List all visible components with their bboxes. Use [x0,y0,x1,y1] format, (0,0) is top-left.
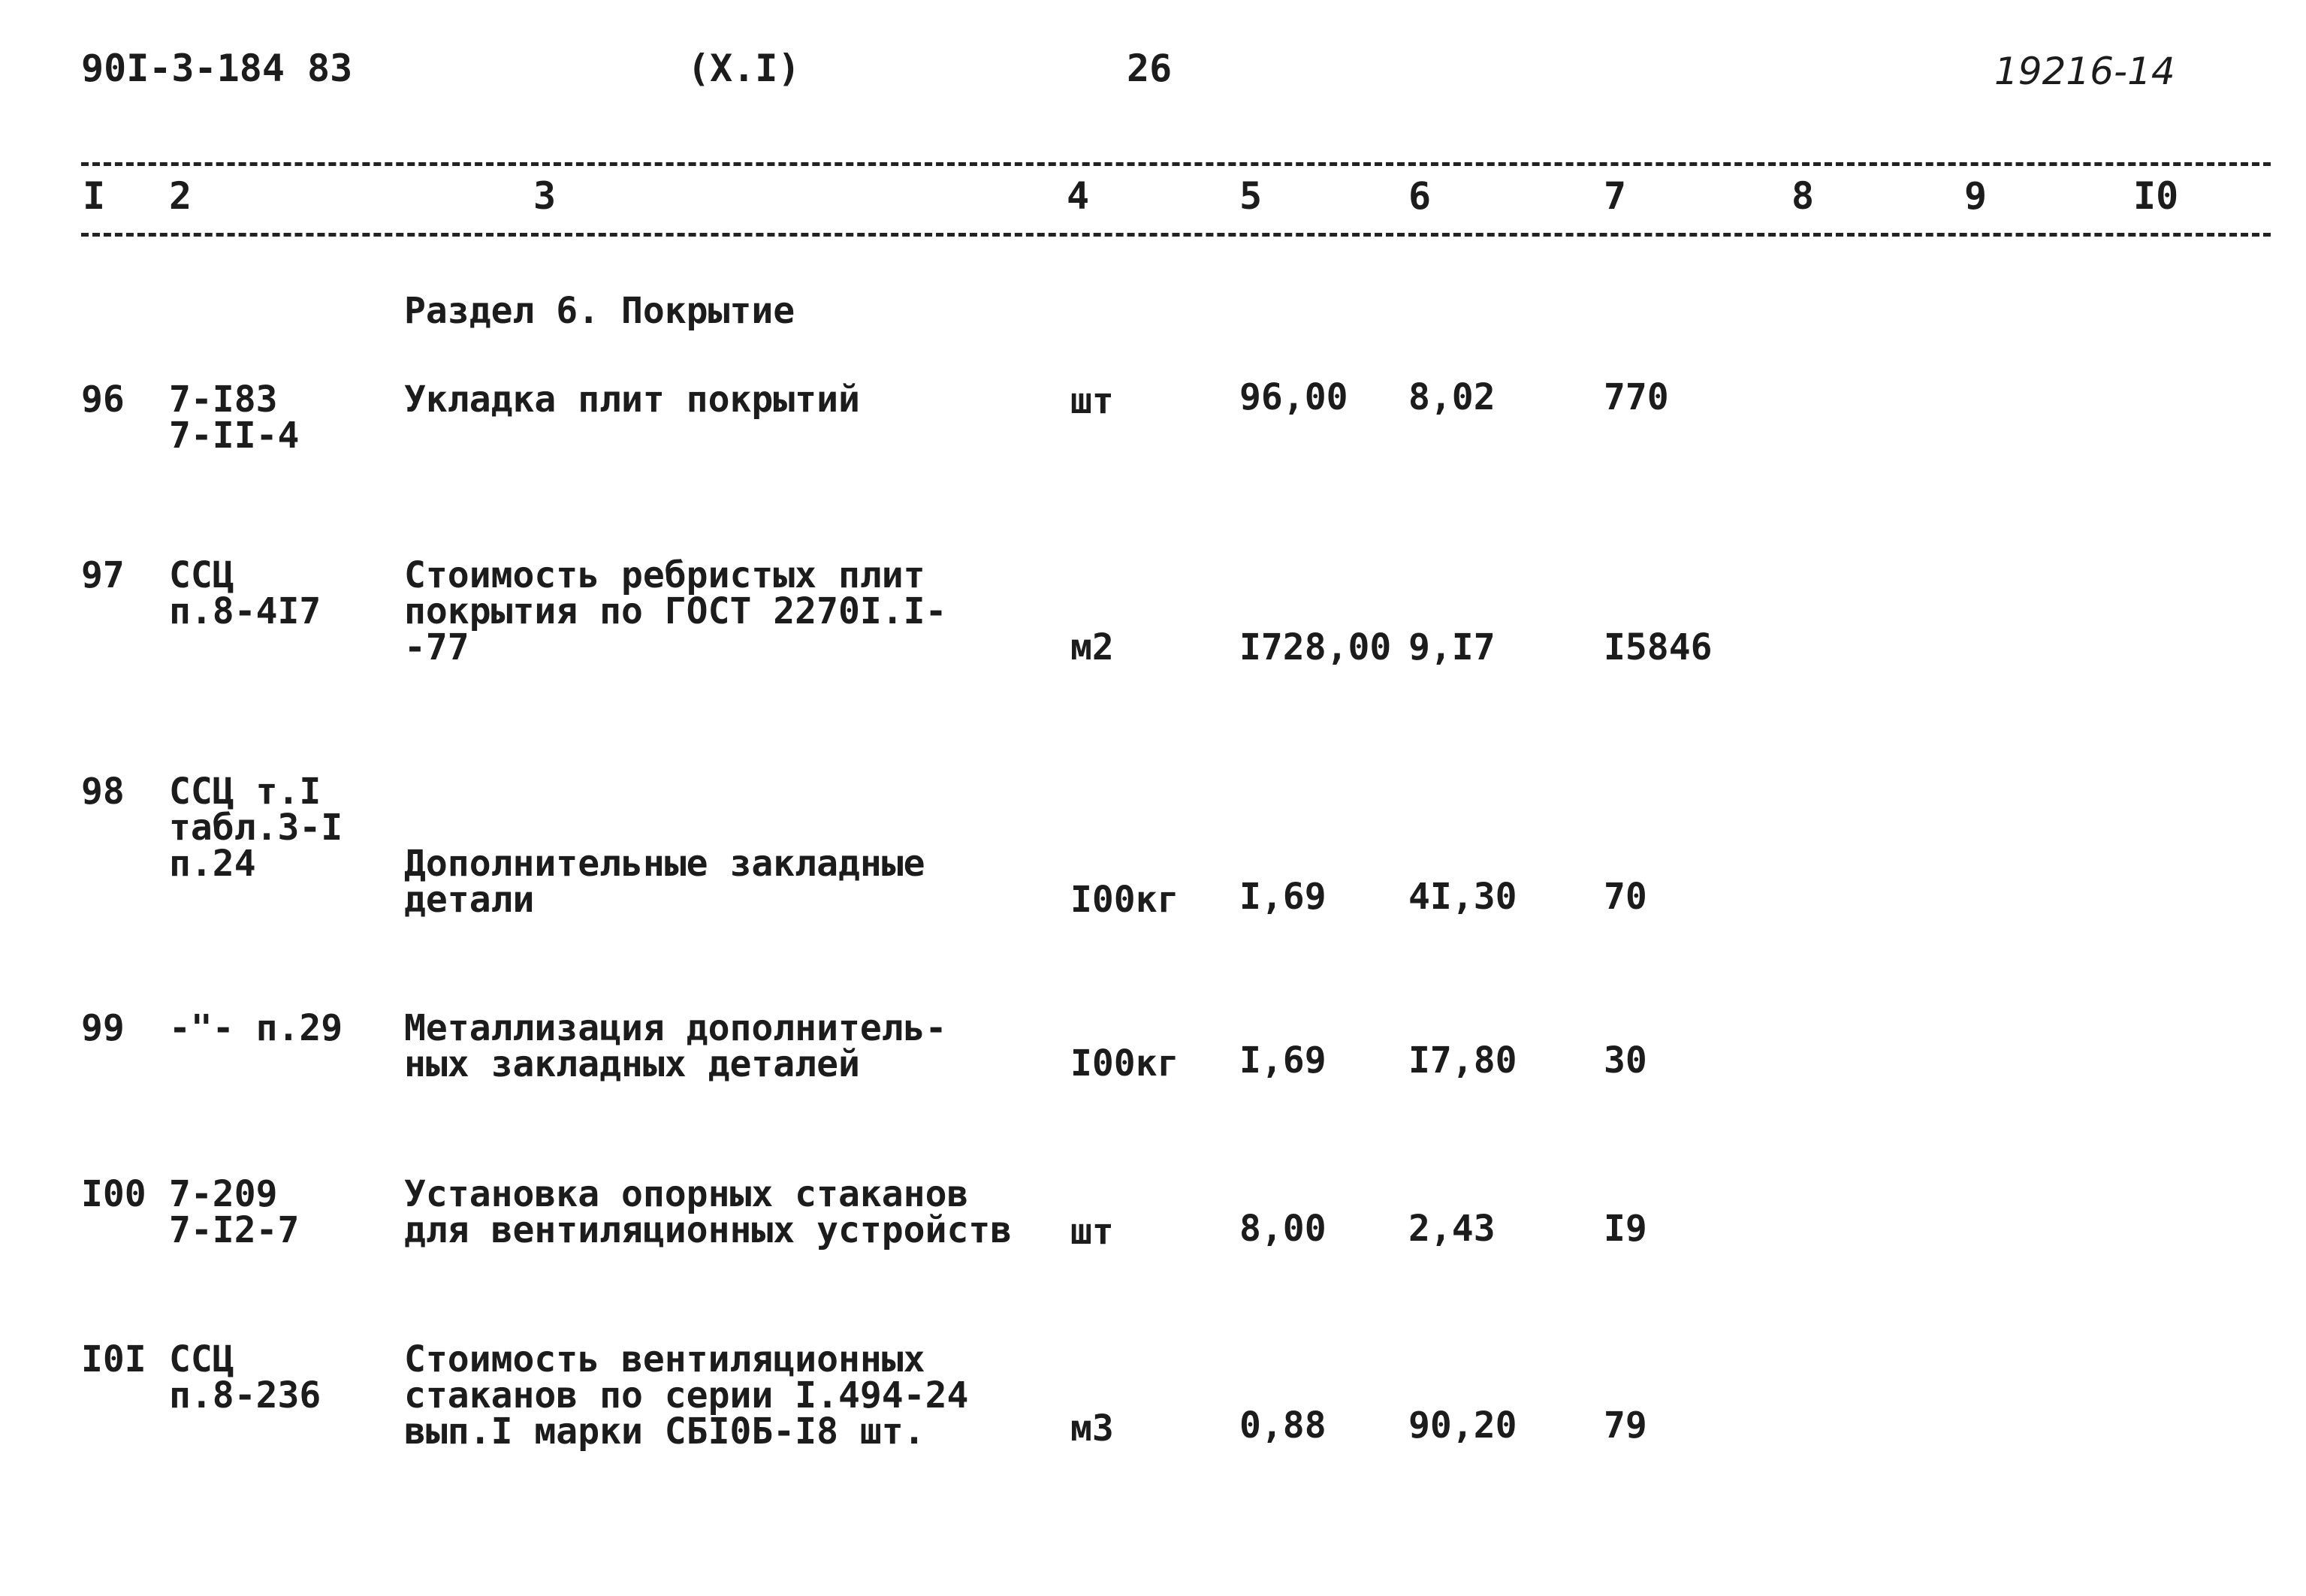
header-rule-top [81,162,2271,166]
column-number-4: 4 [1067,174,1090,218]
row-total: 70 [1604,876,1647,918]
row-unit: I00кг [1070,879,1179,921]
row-total: I5846 [1604,626,1713,668]
row-quantity: 96,00 [1239,376,1348,418]
section-title: Раздел 6. Покрытие [404,290,795,332]
row-quantity: 8,00 [1239,1208,1327,1250]
column-number-2: 2 [169,174,192,218]
page-number: 26 [1127,47,1173,90]
row-number: I0I [81,1338,146,1380]
row-code: 7-I83 7-II-4 [169,379,300,457]
row-code: ССЦ т.I табл.3-I п.24 [169,771,343,885]
document-code: 90I-3-184 83 [81,47,353,90]
column-number-9: 9 [1964,174,1988,218]
row-unit: шт [1070,380,1114,422]
column-number-6: 6 [1408,174,1432,218]
row-quantity: I,69 [1239,876,1327,918]
row-code: -"- п.29 [169,1007,343,1049]
row-number: 99 [81,1007,125,1049]
column-number-10: I0 [2133,174,2179,218]
row-description: Стоимость ребристых плит покрытия по ГОСТ 2270I.I- -77 [404,554,947,668]
row-description: Стоимость вентиляционных стаканов по серии I.494-24 вып.I марки СБI0Б-I8 шт. [404,1338,969,1453]
row-unit: м3 [1070,1407,1114,1450]
row-unit: I00кг [1070,1042,1179,1085]
section-code: (X.I) [687,47,801,90]
row-description: Металлизация дополнитель- ных закладных деталей [404,1007,947,1085]
sheet-reference: 19216-14 [1994,50,2175,93]
row-total: 770 [1604,376,1669,418]
row-number: 96 [81,379,125,421]
row-total: 30 [1604,1039,1647,1082]
row-unit-price: I7,80 [1408,1039,1517,1082]
row-number: I00 [81,1173,146,1215]
row-description: Установка опорных стаканов для вентиляционных устройств [404,1173,1013,1251]
row-description: Укладка плит покрытий [404,379,860,421]
row-unit-price: 4I,30 [1408,876,1517,918]
row-unit-price: 2,43 [1408,1208,1496,1250]
row-quantity: I,69 [1239,1039,1327,1082]
row-total: 79 [1604,1404,1647,1447]
header-rule-bottom [81,233,2271,237]
row-code: ССЦ п.8-4I7 [169,554,321,632]
column-number-5: 5 [1239,174,1263,218]
row-number: 97 [81,554,125,596]
column-number-1: I [83,174,106,218]
row-description: Дополнительные закладные детали [404,843,925,921]
row-unit-price: 8,02 [1408,376,1496,418]
row-unit-price: 9,I7 [1408,626,1496,668]
row-code: 7-209 7-I2-7 [169,1173,300,1251]
row-number: 98 [81,771,125,813]
row-quantity: I728,00 [1239,626,1392,668]
column-number-3: 3 [533,174,557,218]
row-unit: шт [1070,1211,1114,1253]
row-quantity: 0,88 [1239,1404,1327,1447]
column-number-7: 7 [1604,174,1627,218]
column-number-8: 8 [1791,174,1815,218]
row-unit-price: 90,20 [1408,1404,1517,1447]
row-total: I9 [1604,1208,1647,1250]
row-unit: м2 [1070,626,1114,668]
row-code: ССЦ п.8-236 [169,1338,321,1416]
